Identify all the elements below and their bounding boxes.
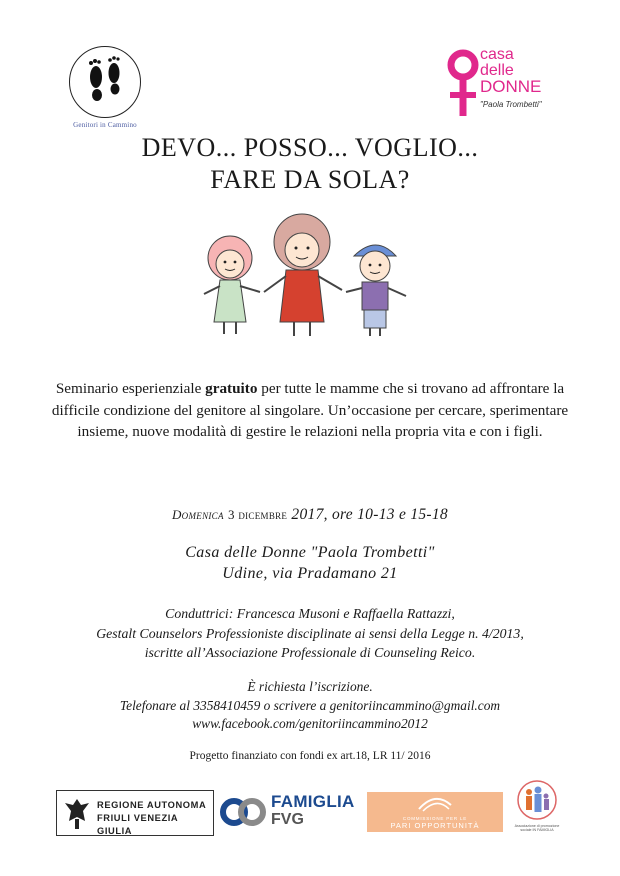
funding-note: Progetto finanziato con fondi ex art.18, LR 11/ 2016 [189,750,431,762]
family-illustration [190,212,430,342]
famiglia-fvg-logo [218,792,362,832]
event-date [0,506,620,524]
registration-note: È richiesta l’iscrizione. [247,679,373,694]
title-line-2: FARE DA SOLA? [210,165,410,194]
event-venue [0,542,620,584]
facebook-link[interactable]: www.facebook.com/genitoriincammino2012 [192,716,428,731]
casa-delle-donne-logo [446,44,566,124]
regione-line-2: FRIULI VENEZIA GIULIA [97,813,178,836]
phone-email: Telefonare al 3358410459 o scrivere a genitoriincammino@gmail.com [119,697,501,713]
regione-line-1: REGIONE AUTONOMA [97,800,207,810]
pari-line-1: COMMISSIONE PER LE [402,816,468,821]
in-famiglia-text: Associazione di promozione sociale IN FAMIGLIA [514,824,560,832]
genitori-caption: Genitori in Cammino [73,121,137,129]
girl-figure [204,236,260,334]
pari-line-2: PARI OPPORTUNITÀ [390,821,480,830]
casa-text: casa [480,46,514,63]
event-date-text: 3 dicembre [227,507,288,522]
paola-trombetti-text: "Paola Trombetti" [480,100,542,109]
gratuito-emphasis: gratuito [205,380,258,397]
boy-figure [346,245,406,336]
contact-info [30,678,590,734]
in-famiglia-logo [510,778,564,834]
mother-figure [264,214,342,336]
female-symbol-icon [446,48,480,120]
conductors-line-1: Conduttrici: Francesca Musoni e Raffaella Rattazzi, [165,606,455,621]
regione-fvg-logo [56,790,214,836]
page-title [0,132,620,196]
title-line-1: DEVO... POSSO... VOGLIO... [141,133,479,162]
event-day: Domenica [171,507,224,522]
fvg-text: FVG [271,811,304,828]
conductors-line-2: Gestalt Counselors Professioniste disciplinate ai sensi della Legge n. 4/2013, [96,625,524,641]
donne-text: DONNE [480,77,542,96]
linked-rings-icon [218,795,268,829]
footprints-icon [69,46,141,118]
intro-paragraph: Seminario esperienziale gratuito per tutte le mamme che si trovano ad affrontare la difficile condizione del genitore al singolare. Un’occasione per cercare, sperimentare insieme, nuove modalità di gestire le relazioni nella propria vita e con i figli. [51,380,569,440]
venue-address: Udine, via Pradamano 21 [222,565,398,582]
event-time: 2017, ore 10-13 e 15-18 [291,506,448,523]
conductors-line-3: iscritte all’Associazione Professionale di Counseling Reico. [144,645,476,660]
pari-opportunita-logo [367,792,503,832]
genitori-in-cammino-logo [66,46,144,129]
conductors-info [30,604,590,663]
famiglia-text: FAMIGLIA [271,792,355,811]
family-figures-icon [516,778,558,822]
venue-name: Casa delle Donne "Paola Trombetti" [185,544,435,561]
swirl-icon [415,795,455,815]
eagle-icon [63,795,91,831]
delle-text: delle [480,62,514,79]
